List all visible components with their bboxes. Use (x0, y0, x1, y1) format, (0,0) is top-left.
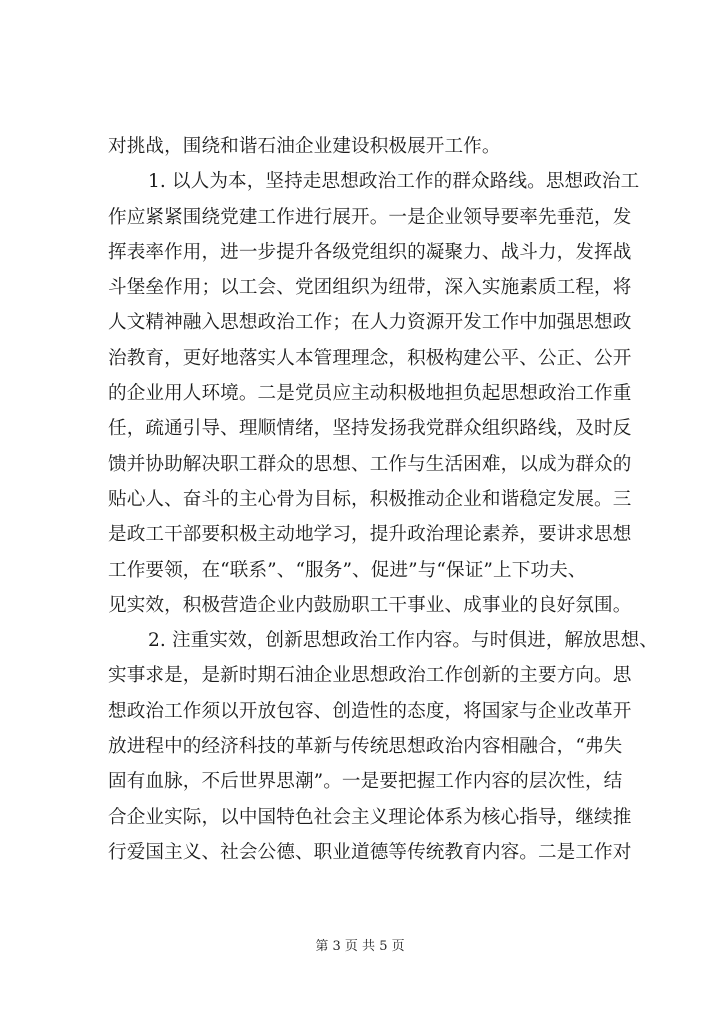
text-line: 挥表率作用，进一步提升各级党组织的凝聚力、战斗力，发挥战 (108, 241, 632, 263)
text-line: 人文精神融入思想政治工作；在人力资源开发工作中加强思想政 (108, 312, 632, 334)
text-line: 实事求是，是新时期石油企业思想政治工作创新的主要方向。思 (108, 665, 632, 687)
text-line: 是政工干部要积极主动地学习，提升政治理论素养，要讲求思想 (108, 524, 632, 546)
text-line: 想政治工作须以开放包容、创造性的态度，将国家与企业改革开 (108, 700, 632, 722)
text-line: 斗堡垒作用；以工会、党团组织为纽带，深入实施素质工程，将 (108, 277, 632, 299)
text-line: 见实效，积极营造企业内鼓励职工干事业、成事业的良好氛围。 (108, 594, 632, 616)
text-line: 固有血脉，不后世界思潮”。一是要把握工作内容的层次性，结 (108, 771, 623, 793)
text-line: 行爱国主义、社会公德、职业道德等传统教育内容。二是工作对 (108, 841, 632, 863)
page-number-footer: 第 3 页 共 5 页 (315, 939, 405, 954)
body-text (108, 129, 658, 870)
text-line: 的企业用人环境。二是党员应主动积极地担负起思想政治工作重 (108, 383, 632, 405)
text-line: 任，疏通引导、理顺情绪，坚持发扬我党群众组织路线，及时反 (108, 418, 632, 440)
text-line: 贴心人、奋斗的主心骨为目标，积极推动企业和谐稳定发展。三 (108, 488, 632, 510)
text-line: 1. 以人为本，坚持走思想政治工作的群众路线。思想政治工 (148, 171, 640, 193)
text-line: 馈并协助解决职工群众的思想、工作与生活困难，以成为群众的 (108, 453, 632, 475)
text-line: 工作要领，在“联系”、“服务”、促进”与“保证”上下功夫、 (108, 559, 587, 581)
text-line: 放进程中的经济科技的革新与传统思想政治内容相融合，“弗失 (108, 736, 623, 758)
text-line: 合企业实际，以中国特色社会主义理论体系为核心指导，继续推 (108, 806, 632, 828)
text-line: 作应紧紧围绕党建工作进行展开。一是企业领导要率先垂范，发 (108, 206, 632, 228)
text-line: 对挑战，围绕和谐石油企业建设积极展开工作。 (108, 136, 501, 157)
text-line: 2. 注重实效，创新思想政治工作内容。与时俱进，解放思想、 (148, 630, 658, 652)
text-line: 治教育，更好地落实人本管理理念，积极构建公平、公正、公开 (108, 347, 632, 369)
